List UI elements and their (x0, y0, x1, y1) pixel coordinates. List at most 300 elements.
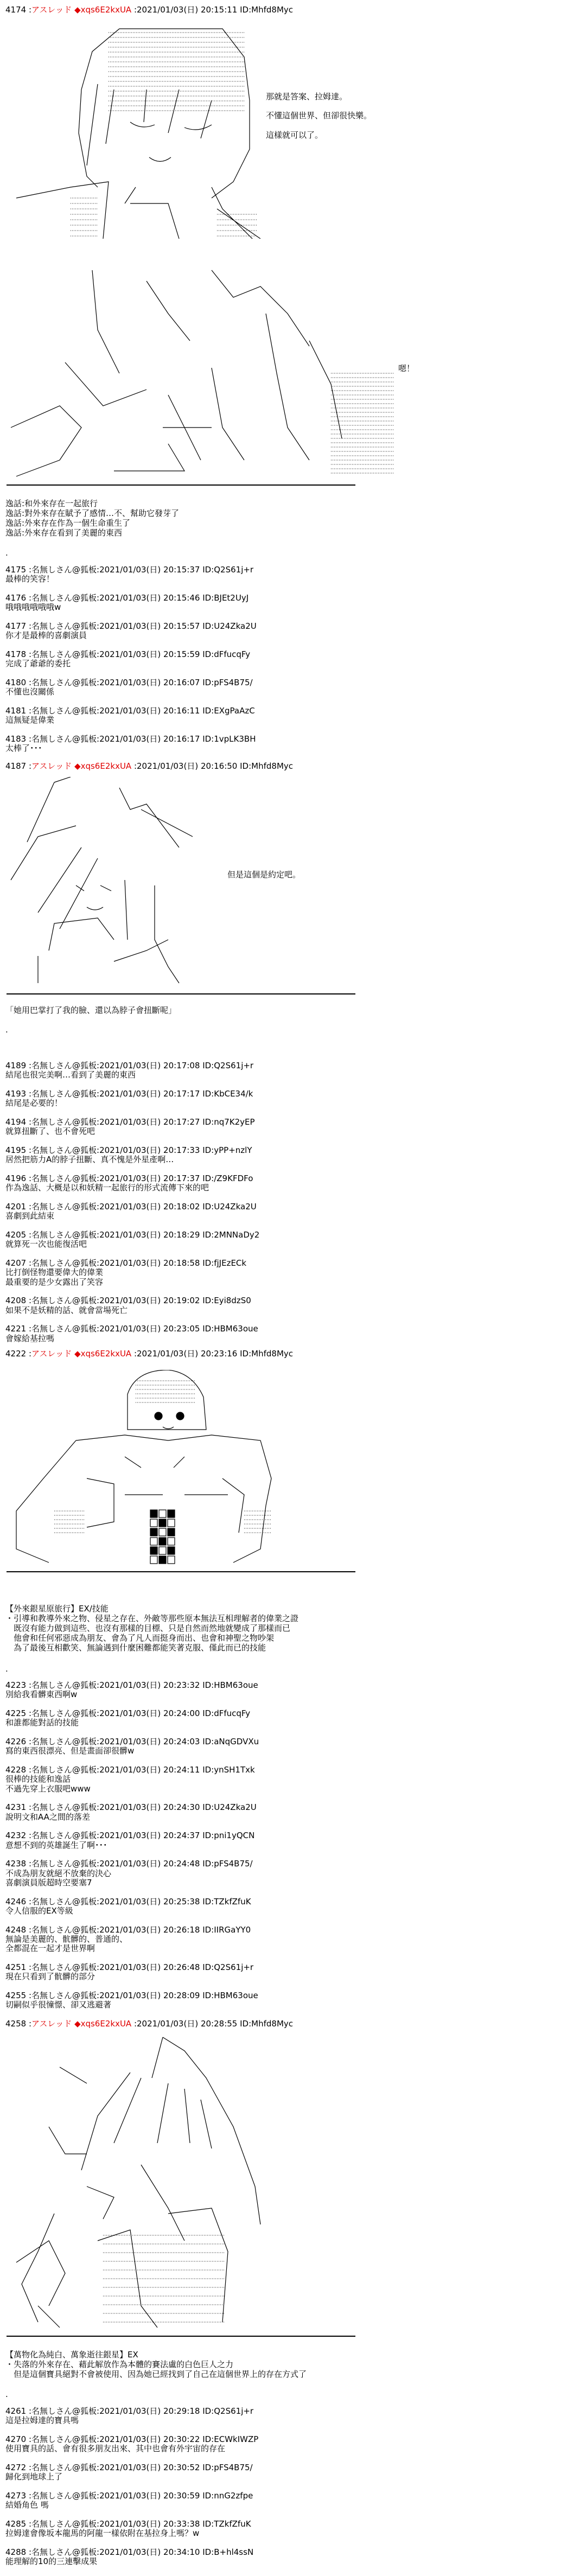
post-id: ID:ECWkIWZP (202, 2434, 259, 2444)
poster-name: 名無しさん@狐板 (31, 2490, 97, 2501)
post-body-line: 切嗣似乎很憧憬、卻又逃避著 (5, 2000, 112, 2010)
post-time: 20:19:02 (163, 1296, 200, 1306)
spacer-dot: . (5, 1664, 8, 1674)
post-header: 4255 :名無しさん@狐板:2021/01/03(日) 20:28:09 ID:HBM63oue (5, 1990, 258, 2000)
poster-name: 名無しさん@狐板 (31, 2406, 97, 2416)
poster-name: 名無しさん@狐板 (31, 565, 97, 575)
post-id: ID:Q2S61j+r (202, 565, 254, 575)
post-date: 2021/01/03(日) (99, 1145, 161, 1155)
post-id: ID:Mhfd8Myc (240, 761, 294, 771)
post-time: 20:30:52 (163, 2462, 200, 2472)
post-id: ID:HBM63oue (202, 1990, 258, 2000)
post-date: 2021/01/03(日) (99, 1680, 161, 1690)
post-body-line: 別給我看髒東西啊w (5, 1689, 78, 1700)
post-header: 4270 :名無しさん@狐板:2021/01/03(日) 20:30:22 ID:ECWkIWZP (5, 2434, 259, 2444)
post-date: 2021/01/03(日) (99, 1201, 161, 1212)
post-body-line: 最棒的笑容！ (5, 574, 55, 584)
poster-name: 名無しさん@狐板 (31, 1173, 97, 1183)
poster-name: 名無しさん@狐板 (31, 1258, 97, 1268)
post-time: 20:18:02 (163, 1201, 200, 1212)
post-id: ID:/Z9KFDFo (202, 1173, 253, 1183)
post-date: 2021/01/03(日) (99, 705, 161, 716)
post (5, 1963, 259, 1982)
post-header: 4223 :名無しさん@狐板:2021/01/03(日) 20:23:32 ID:HBM63oue (5, 1680, 258, 1690)
post-body-line: 和誰都能對話的技能 (5, 1718, 79, 1728)
post-id: ID:BJEt2UyJ (202, 592, 249, 603)
post-date: 2021/01/03(日) (99, 1924, 161, 1935)
post-id: ID:ynSH1Txk (202, 1764, 255, 1775)
post-header: 4183 :名無しさん@狐板:2021/01/03(日) 20:16:17 ID:1vpLK3BH (5, 734, 256, 744)
post (5, 1681, 259, 1700)
post-id: ID:Eyi8dzS0 (202, 1296, 251, 1306)
post-header: 4193 :名無しさん@狐板:2021/01/03(日) 20:17:17 ID:KbCE34/k (5, 1088, 253, 1099)
post-body-line: 就算扭斷了、也不會死吧 (5, 1126, 95, 1137)
post-date: 2021/01/03(日) (99, 1802, 161, 1813)
post-number[interactable]: 4189 (5, 1061, 27, 1070)
post-time: 20:26:48 (163, 1962, 200, 1972)
post-date: 2021/01/03(日) (99, 592, 161, 603)
post-number[interactable]: 4246 (5, 1896, 27, 1907)
post-number[interactable]: 4238 (5, 1859, 27, 1869)
post-header: 4201 :名無しさん@狐板:2021/01/03(日) 20:18:02 ID:U24Zka2U (5, 1201, 257, 1212)
post-time: 20:17:33 (163, 1145, 200, 1155)
post-body-line: 現在只看到了骯髒的部分 (5, 1972, 95, 1982)
op-trip: ◆xqs6E2kxUA (74, 2019, 132, 2029)
post-body-line: 不懂也沒關係 (5, 687, 55, 697)
op-post-header: 4187 :アスレッド ◆xqs6E2kxUA :2021/01/03(日) 20:16:50 ID:Mhfd8Myc (5, 761, 294, 771)
art-dialogue-line: 那就是答案、拉姆達。 (266, 92, 348, 101)
post-body-line: 結尾是必要的！ (5, 1098, 63, 1108)
post-date: 2021/01/03(日) (99, 1173, 161, 1183)
post-number[interactable]: 4270 (5, 2434, 27, 2444)
post-header: 4208 :名無しさん@狐板:2021/01/03(日) 20:19:02 ID:Eyi8dzS0 (5, 1296, 251, 1306)
post-number[interactable]: 4255 (5, 1990, 27, 2000)
text-block (5, 1604, 298, 1653)
post-header: 4261 :名無しさん@狐板:2021/01/03(日) 20:29:18 ID:Q2S61j+r (5, 2406, 254, 2416)
poster-name: 名無しさん@狐板 (31, 1088, 97, 1099)
post-date: 2021/01/03(日) (99, 1764, 161, 1775)
post-list (5, 2407, 258, 2576)
post-time: 20:18:29 (163, 1229, 200, 1240)
poster-name: 名無しさん@狐板 (31, 1764, 97, 1775)
post-id: ID:B+hl4ssN (202, 2547, 254, 2557)
post-number[interactable]: 4194 (5, 1117, 27, 1127)
ascii-art-long-hair-character (5, 777, 206, 991)
post-date: 2021/01/03(日) (99, 1061, 161, 1070)
post (5, 2548, 258, 2567)
op-name[interactable]: アスレッド (31, 1349, 72, 1359)
post (5, 2463, 258, 2482)
post-header: 4207 :名無しさん@狐板:2021/01/03(日) 20:18:58 ID:fjJEzECk (5, 1258, 247, 1268)
post (5, 1118, 259, 1137)
post-date: 2021/01/03(日) (99, 1088, 161, 1099)
post-number[interactable]: 4261 (5, 2406, 27, 2416)
separator-line (7, 1571, 355, 1572)
post-body-line: 能理解的10的三連擊成果 (5, 2556, 98, 2567)
post-number[interactable]: 4195 (5, 1145, 27, 1155)
op-post-header: 4258 :アスレッド ◆xqs6E2kxUA :2021/01/03(日) 20:28:55 ID:Mhfd8Myc (5, 2019, 294, 2029)
post (5, 2491, 258, 2510)
post-number[interactable]: 4226 (5, 1736, 27, 1746)
text-block (5, 499, 179, 538)
separator-line (7, 484, 355, 486)
post-number[interactable]: 4223 (5, 1680, 27, 1690)
post-time: 20:33:38 (163, 2518, 200, 2529)
post-body-line: 意想不到的英雄誕生了啊･･･ (5, 1840, 107, 1850)
post-time: 20:30:59 (163, 2490, 200, 2501)
post (5, 1174, 259, 1193)
post-header: 4180 :名無しさん@狐板:2021/01/03(日) 20:16:07 ID:pFS4B75/ (5, 677, 253, 687)
post-number[interactable]: 4181 (5, 705, 27, 716)
post-body-line: 令人信服的EX等級 (5, 1905, 73, 1916)
post-header: 4273 :名無しさん@狐板:2021/01/03(日) 20:30:59 ID:nnG2zfpe (5, 2490, 253, 2501)
post-body-line: 哦哦哦哦哦哦w (5, 602, 61, 613)
post-date: 2021/01/03(日) (99, 2490, 161, 2501)
post-id: ID:pFS4B75/ (202, 1859, 253, 1869)
post-header: 4228 :名無しさん@狐板:2021/01/03(日) 20:24:11 ID:ynSH1Txk (5, 1764, 255, 1775)
post (5, 1925, 259, 1954)
post-id: ID:U24Zka2U (202, 1802, 257, 1813)
post (5, 1324, 259, 1343)
post-id: ID:Mhfd8Myc (240, 5, 294, 15)
post-number[interactable]: 4196 (5, 1173, 27, 1183)
post-body-line: 這無疑是偉業 (5, 715, 55, 725)
episode-line: 逸話:和外來存在一起旅行 (5, 499, 98, 508)
post-date: 2021/01/03(日) (137, 1349, 199, 1359)
post-header: 4231 :名無しさん@狐板:2021/01/03(日) 20:24:30 ID:U24Zka2U (5, 1802, 257, 1813)
post-header: 4176 :名無しさん@狐板:2021/01/03(日) 20:15:46 ID:BJEt2UyJ (5, 592, 249, 603)
post-body-line: 全都混在一起才是世界啊 (5, 1943, 95, 1954)
op-post-header: 4174 :アスレッド ◆xqs6E2kxUA :2021/01/03(日) 20:15:11 ID:Mhfd8Myc (5, 5, 294, 15)
post-date: 2021/01/03(日) (99, 1117, 161, 1127)
post-id: ID:KbCE34/k (202, 1088, 253, 1099)
post-id: ID:aNqGDVXu (202, 1736, 259, 1746)
post-body-line: 說明文和AA之間的落差 (5, 1812, 90, 1822)
post-number[interactable]: 4221 (5, 1324, 27, 1334)
post-time: 20:30:22 (163, 2434, 200, 2444)
post-id: ID:U24Zka2U (202, 621, 257, 631)
poster-name: 名無しさん@狐板 (31, 1990, 97, 2000)
poster-name: 名無しさん@狐板 (31, 1802, 97, 1813)
poster-name: 名無しさん@狐板 (31, 1145, 97, 1155)
poster-name: 名無しさん@狐板 (31, 1924, 97, 1935)
post-number: 4258 (5, 2019, 27, 2029)
op-name[interactable]: アスレッド (31, 5, 72, 15)
poster-name: 名無しさん@狐板 (31, 1201, 97, 1212)
post-date: 2021/01/03(日) (99, 1736, 161, 1746)
post-date: 2021/01/03(日) (99, 1896, 161, 1907)
post (5, 1831, 259, 1850)
post-number[interactable]: 4180 (5, 677, 27, 687)
poster-name: 名無しさん@狐板 (31, 1962, 97, 1972)
poster-name: 名無しさん@狐板 (31, 2547, 97, 2557)
post-number[interactable]: 4201 (5, 1201, 27, 1212)
post-number[interactable]: 4285 (5, 2518, 27, 2529)
post-body-line: 結尾也很完美啊…看到了美麗的東西 (5, 1070, 136, 1080)
post-date: 2021/01/03(日) (99, 649, 161, 659)
art-dialogue-line: 這樣就可以了。 (266, 130, 323, 140)
post-id: ID:TZkfZfuK (202, 1896, 251, 1907)
post-body-line: 居然把筋力A的脖子扭斷、真不愧是外星產啊… (5, 1155, 174, 1165)
post-body-line: 使用寶具的話、會有很多朋友出來、其中也會有外宇宙的存在 (5, 2444, 226, 2454)
op-trip: ◆xqs6E2kxUA (74, 1349, 132, 1359)
ascii-art-muscular-character (5, 1370, 277, 1565)
post-body-line: 最重要的是少女露出了笑容 (5, 1277, 104, 1287)
post-id: ID:Mhfd8Myc (240, 1349, 294, 1359)
post-number[interactable]: 4272 (5, 2462, 27, 2472)
post-date: 2021/01/03(日) (99, 1859, 161, 1869)
poster-name: 名無しさん@狐板 (31, 621, 97, 631)
spacer-dot: . (5, 548, 8, 558)
post-id: ID:dFfucqFy (202, 1708, 251, 1718)
episode-line: 逸話:對外來存在賦予了感情…不、幫助它發芽了 (5, 508, 180, 518)
post-header: 4205 :名無しさん@狐板:2021/01/03(日) 20:18:29 ID:2MNNaDy2 (5, 1229, 260, 1240)
post-header: 4181 :名無しさん@狐板:2021/01/03(日) 20:16:11 ID:EXgPaAzC (5, 705, 255, 716)
post-date: 2021/01/03(日) (99, 2434, 161, 2444)
skill-line: 既沒有能力做到這些、也沒有那樣的目標、只是自然而然地就變成了那樣而已 (5, 1623, 291, 1633)
post-number[interactable]: 4178 (5, 649, 27, 659)
post (5, 2407, 258, 2426)
art-dialogue-line: 不懂這個世界、但卻很快樂。 (266, 111, 372, 120)
post-time: 20:23:05 (163, 1324, 200, 1334)
post-number[interactable]: 4225 (5, 1708, 27, 1718)
post-date: 2021/01/03(日) (99, 677, 161, 687)
post-number[interactable]: 4205 (5, 1229, 27, 1240)
post-number[interactable]: 4175 (5, 565, 27, 575)
poster-name: 名無しさん@狐板 (31, 1061, 97, 1070)
post-body-line: 很棒的技能和逸話 (5, 1774, 71, 1784)
post-date: 2021/01/03(日) (99, 2462, 161, 2472)
post-number[interactable]: 4208 (5, 1296, 27, 1306)
post-number[interactable]: 4176 (5, 592, 27, 603)
text-block (5, 2350, 307, 2379)
post (5, 1859, 259, 1888)
post (5, 1991, 259, 2010)
post-number[interactable]: 4248 (5, 1924, 27, 1935)
post-body-line: 會嫁給基拉嗎 (5, 1333, 55, 1343)
poster-name: 名無しさん@狐板 (31, 592, 97, 603)
post (5, 706, 257, 725)
post-date: 2021/01/03(日) (137, 5, 199, 15)
post-body-line: 不過先穿上衣服吧www (5, 1783, 91, 1794)
post-time: 20:15:37 (163, 565, 200, 575)
skill-line: ・失落的外來存在、藉此解放作為本體的賽法盧的白色巨人之力 (5, 2360, 234, 2369)
post-time: 20:23:32 (163, 1680, 200, 1690)
post-time: 20:16:07 (163, 677, 200, 687)
poster-name: 名無しさん@狐板 (31, 1229, 97, 1240)
skill-line: 【萬物化為純白、萬象逝往銀星】EX (5, 2350, 138, 2360)
post-id: ID:IIRGaYY0 (202, 1924, 251, 1935)
post-body-line: 比打倒怪物還要偉大的偉業 (5, 1267, 104, 1278)
post (5, 2435, 258, 2454)
post-id: ID:pFS4B75/ (202, 2462, 253, 2472)
post-id: ID:U24Zka2U (202, 1201, 257, 1212)
post-time: 20:16:11 (163, 705, 200, 716)
post (5, 565, 257, 584)
post-number[interactable]: 4273 (5, 2490, 27, 2501)
post-time: 20:17:08 (163, 1061, 200, 1070)
skill-line: ・引導和教導外來之物、侵星之存在、外敵等那些原本無法互相理解者的偉業之證 (5, 1614, 299, 1623)
skill-line: 【外來銀星原旅行】EX/技能 (5, 1604, 109, 1614)
post-time: 20:24:11 (163, 1764, 200, 1775)
post (5, 1296, 259, 1315)
post (5, 1230, 259, 1249)
post-id: ID:nq7K2yEP (202, 1117, 255, 1127)
post-header: 4178 :名無しさん@狐板:2021/01/03(日) 20:15:59 ID:dFfucqFy (5, 649, 251, 659)
post-id: ID:1vpLK3BH (202, 734, 256, 744)
post-header: 4189 :名無しさん@狐板:2021/01/03(日) 20:17:08 ID:Q2S61j+r (5, 1061, 254, 1070)
post-header: 4232 :名無しさん@狐板:2021/01/03(日) 20:24:37 ID:pni1yQCN (5, 1831, 255, 1841)
post-list (5, 565, 257, 763)
post-id: ID:Q2S61j+r (202, 2406, 254, 2416)
post-body-line: 作為逸話、大概是以和妖精一起旅行的形式流傳下來的吧 (5, 1183, 209, 1193)
post-time: 20:17:27 (163, 1117, 200, 1127)
poster-name: 名無しさん@狐板 (31, 649, 97, 659)
post-time: 20:26:18 (163, 1924, 200, 1935)
poster-name: 名無しさん@狐板 (31, 2462, 97, 2472)
post-time: 20:16:50 (200, 761, 238, 771)
post (5, 678, 257, 697)
post-time: 20:24:30 (163, 1802, 200, 1813)
post-body-line: 就算死一次也能復活吧 (5, 1239, 87, 1249)
post-number[interactable]: 4193 (5, 1088, 27, 1099)
post-header: 4177 :名無しさん@狐板:2021/01/03(日) 20:15:57 ID:U24Zka2U (5, 621, 257, 631)
quote-line: 「她用巴掌打了我的臉、還以為脖子會扭斷呢」 (5, 1005, 177, 1015)
post-id: ID:Q2S61j+r (202, 1061, 254, 1070)
post-date: 2021/01/03(日) (99, 1324, 161, 1334)
poster-name: 名無しさん@狐板 (31, 677, 97, 687)
post-number[interactable]: 4251 (5, 1962, 27, 1972)
post-number: 4222 (5, 1349, 27, 1359)
post-id: ID:HBM63oue (202, 1324, 258, 1334)
skill-line: 他會和任何邪惡成為朋友、會為了凡人而挺身而出、也會和神聖之物吵架 (5, 1633, 275, 1643)
post-header: 4195 :名無しさん@狐板:2021/01/03(日) 20:17:33 ID:yPP+nzlY (5, 1145, 252, 1155)
post-header: 4225 :名無しさん@狐板:2021/01/03(日) 20:24:00 ID:dFfucqFy (5, 1708, 251, 1718)
poster-name: 名無しさん@狐板 (31, 2434, 97, 2444)
post-header: 4226 :名無しさん@狐板:2021/01/03(日) 20:24:03 ID:aNqGDVXu (5, 1736, 259, 1746)
post-number: 4174 (5, 5, 27, 15)
post-date: 2021/01/03(日) (99, 1708, 161, 1718)
post (5, 1709, 259, 1728)
post-number[interactable]: 4207 (5, 1258, 27, 1268)
post-id: ID:EXgPaAzC (202, 705, 255, 716)
post-time: 20:24:03 (163, 1736, 200, 1746)
post (5, 2520, 258, 2539)
post-header: 4285 :名無しさん@狐板:2021/01/03(日) 20:33:38 ID:TZkfZfuK (5, 2518, 251, 2529)
poster-name: 名無しさん@狐板 (31, 1859, 97, 1869)
post-header: 4196 :名無しさん@狐板:2021/01/03(日) 20:17:37 ID:/Z9KFDFo (5, 1173, 253, 1183)
post-body-line: 如果不是妖精的話、就會當場死亡 (5, 1305, 128, 1315)
post-date: 2021/01/03(日) (99, 1831, 161, 1841)
post-date: 2021/01/03(日) (99, 621, 161, 631)
post-list (5, 1061, 259, 1353)
poster-name: 名無しさん@狐板 (31, 1736, 97, 1746)
post-body-line: 喜劇演員版超時空要塞7 (5, 1877, 92, 1888)
post-body-line: 這是拉姆達的寶具嗎 (5, 2415, 79, 2426)
op-trip: ◆xqs6E2kxUA (74, 761, 132, 771)
ascii-art-hair-character (5, 265, 396, 479)
post-number[interactable]: 4177 (5, 621, 27, 631)
post-id: ID:yPP+nzlY (202, 1145, 252, 1155)
post-body-line: 結婚角色 嗎 (5, 2500, 49, 2510)
post (5, 622, 257, 641)
post-body-line: 你才是最棒的喜劇演員 (5, 630, 87, 641)
post (5, 735, 257, 754)
poster-name: 名無しさん@狐板 (31, 1896, 97, 1907)
post-id: ID:2MNNaDy2 (202, 1229, 260, 1240)
post-id: ID:Q2S61j+r (202, 1962, 254, 1972)
post-number[interactable]: 4228 (5, 1764, 27, 1775)
post-number[interactable]: 4183 (5, 734, 27, 744)
post (5, 1803, 259, 1822)
post-id: ID:pFS4B75/ (202, 677, 253, 687)
post-id: ID:fjJEzECk (202, 1258, 247, 1268)
post-date: 2021/01/03(日) (99, 1258, 161, 1268)
post (5, 1765, 259, 1794)
post-date: 2021/01/03(日) (99, 734, 161, 744)
post-time: 20:28:55 (200, 2019, 238, 2029)
episode-line: 逸話:外來存在看到了美麗的東西 (5, 528, 123, 538)
op-name[interactable]: アスレッド (31, 761, 72, 771)
art-dialogue-line: 但是這個是約定吧。 (227, 870, 301, 879)
poster-name: 名無しさん@狐板 (31, 1324, 97, 1334)
post-time: 20:28:09 (163, 1990, 200, 2000)
post-date: 2021/01/03(日) (99, 1990, 161, 2000)
post (5, 1202, 259, 1221)
post-date: 2021/01/03(日) (99, 1229, 161, 1240)
poster-name: 名無しさん@狐板 (31, 734, 97, 744)
op-name[interactable]: アスレッド (31, 2019, 72, 2029)
post-time: 20:23:16 (200, 1349, 238, 1359)
post-time: 20:16:17 (163, 734, 200, 744)
post (5, 1089, 259, 1108)
post-time: 20:15:11 (200, 5, 238, 15)
post-number[interactable]: 4232 (5, 1831, 27, 1841)
separator-line (7, 993, 355, 994)
post-list (5, 1681, 259, 2019)
post-id: ID:TZkfZfuK (202, 2518, 251, 2529)
post (5, 1146, 259, 1165)
post-body-line: 完成了爺爺的委托 (5, 659, 71, 669)
ascii-art-armored-character (5, 2035, 309, 2330)
skill-line: 為了最後互相歡笑、無論遇到什麼困難都能笑著克服、僅此而已的技能 (5, 1643, 266, 1653)
post-id: ID:nnG2zfpe (202, 2490, 253, 2501)
post-date: 2021/01/03(日) (99, 2518, 161, 2529)
post-number: 4187 (5, 761, 27, 771)
post-date: 2021/01/03(日) (99, 1962, 161, 1972)
post-date: 2021/01/03(日) (137, 761, 199, 771)
spacer-dot: . (5, 1025, 8, 1035)
post-header: 4248 :名無しさん@狐板:2021/01/03(日) 20:26:18 ID:IIRGaYY0 (5, 1924, 251, 1935)
post-number[interactable]: 4231 (5, 1802, 27, 1813)
post-body-line: 不成為朋友就絕不放棄的決心 (5, 1868, 112, 1878)
poster-name: 名無しさん@狐板 (31, 705, 97, 716)
spacer-dot: . (5, 2389, 8, 2399)
ascii-art-smiling-character (5, 24, 266, 239)
post (5, 1897, 259, 1916)
post-time: 20:29:18 (163, 2406, 200, 2416)
post-time: 20:24:37 (163, 1831, 200, 1841)
post-header: 4238 :名無しさん@狐板:2021/01/03(日) 20:24:48 ID:pFS4B75/ (5, 1859, 253, 1869)
post-body-line: 歸化到地球上了 (5, 2472, 63, 2482)
post-id: ID:HBM63oue (202, 1680, 258, 1690)
post-number[interactable]: 4288 (5, 2547, 27, 2557)
post-header: 4288 :名無しさん@狐板:2021/01/03(日) 20:34:10 ID:B+hl4ssN (5, 2547, 254, 2557)
post-header: 4251 :名無しさん@狐板:2021/01/03(日) 20:26:48 ID:Q2S61j+r (5, 1962, 254, 1972)
poster-name: 名無しさん@狐板 (31, 1708, 97, 1718)
poster-name: 名無しさん@狐板 (31, 1117, 97, 1127)
post-header: 4246 :名無しさん@狐板:2021/01/03(日) 20:25:38 ID:TZkfZfuK (5, 1896, 251, 1907)
